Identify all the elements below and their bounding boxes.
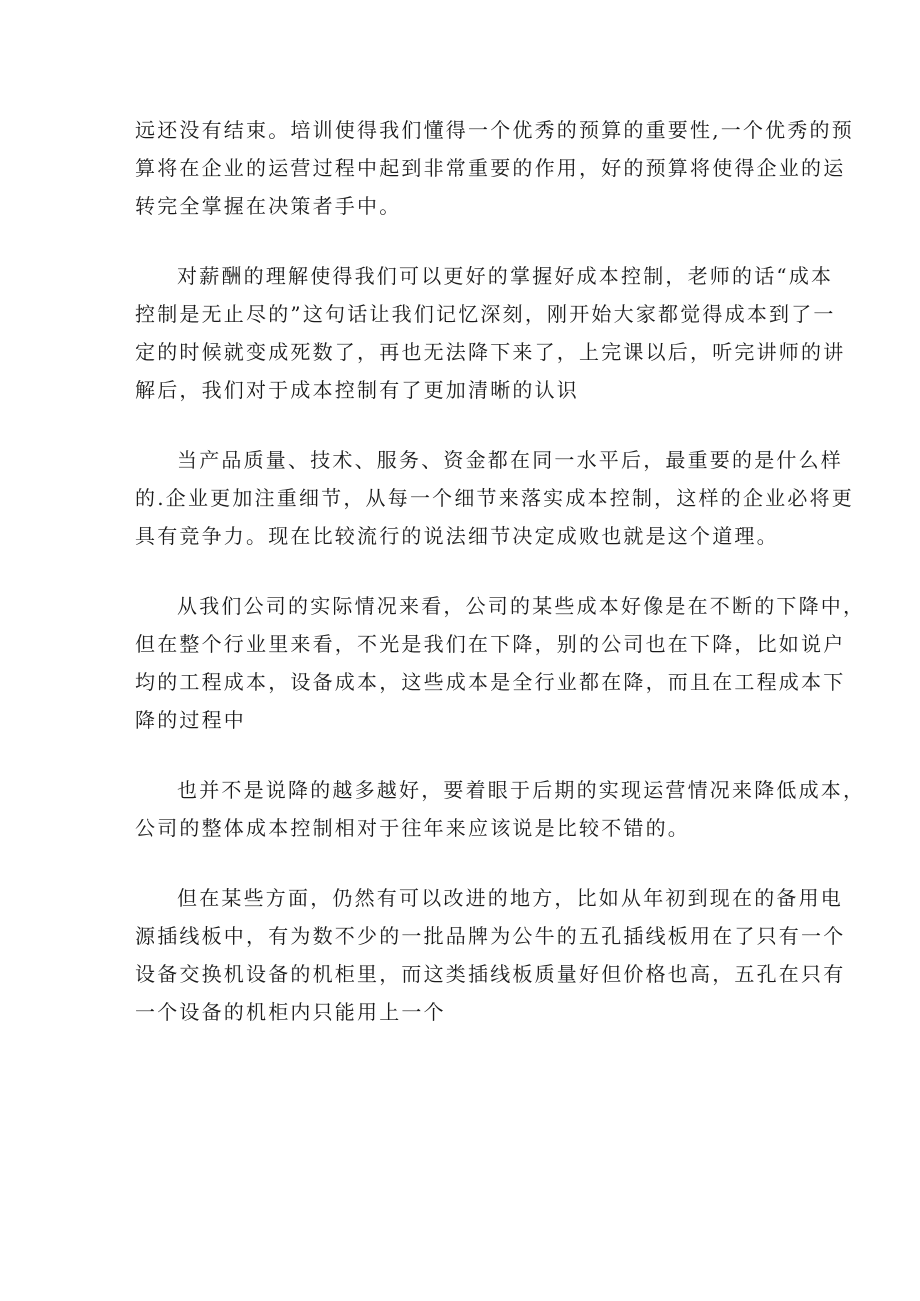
text-line: 转完全掌握在决策者手中。 [135, 194, 402, 218]
document-body [135, 111, 866, 1031]
text-line: 远还没有结束。培训使得我们懂得一个优秀的预算的重要性,一个优秀的预 [135, 118, 854, 142]
text-line: 但在某些方面，仍然有可以改进的地方，比如从年初到现在的备用电 [177, 886, 843, 910]
text-line: 降的过程中 [135, 708, 246, 732]
text-line: 算将在企业的运营过程中起到非常重要的作用，好的预算将使得企业的运 [135, 156, 846, 180]
text-line: 源插线板中，有为数不少的一批品牌为公牛的五孔插线板用在了只有一个 [135, 924, 846, 948]
text-line: 设备交换机设备的机柜里，而这类插线板质量好但价格也高，五孔在只有 [135, 962, 846, 986]
text-line: 但在整个行业里来看，不光是我们在下降，别的公司也在下降，比如说户 [135, 632, 846, 656]
text-line: 对薪酬的理解使得我们可以更好的掌握好成本控制，老师的话“成本 [177, 264, 834, 288]
paragraph-6 [135, 879, 846, 1031]
text-line: 一个设备的机柜内只能用上一个 [135, 1000, 446, 1024]
text-line: 从我们公司的实际情况来看，公司的某些成本好像是在不断的下降中， [177, 594, 866, 618]
text-line: 也并不是说降的越多越好，要着眼于后期的实现运营情况来降低成本， [177, 778, 866, 802]
text-line: 定的时候就变成死数了，再也无法降下来了，上完课以后，听完讲师的讲 [135, 340, 846, 364]
text-line: 当产品质量、技术、服务、资金都在同一水平后，最重要的是什么样 [177, 448, 843, 472]
text-line: 均的工程成本，设备成本，这些成本是全行业都在降，而且在工程成本下 [135, 670, 846, 694]
text-line: 公司的整体成本控制相对于往年来应该说是比较不错的。 [135, 816, 690, 840]
text-line: 控制是无止尽的”这句话让我们记忆深刻，刚开始大家都觉得成本到了一 [135, 302, 836, 326]
text-line: 解后，我们对于成本控制有了更加清晰的认识 [135, 378, 579, 402]
paragraph-2 [135, 257, 846, 409]
text-line: 的.企业更加注重细节，从每一个细节来落实成本控制，这样的企业必将更 [135, 486, 854, 510]
text-line: 具有竞争力。现在比较流行的说法细节决定成败也就是这个道理。 [135, 524, 779, 548]
paragraph-4 [135, 587, 866, 739]
paragraph-3 [135, 441, 854, 555]
paragraph-5 [135, 771, 866, 847]
paragraph-1 [135, 111, 854, 225]
